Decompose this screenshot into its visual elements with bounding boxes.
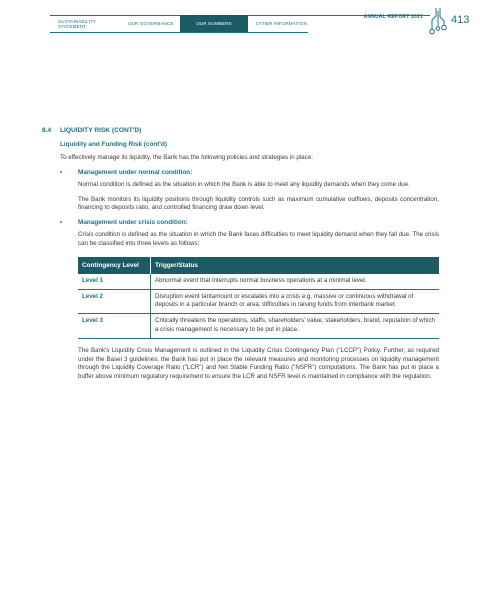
- table-header-row: [78, 257, 439, 274]
- bullet-normal-condition: [60, 169, 439, 176]
- contingency-level-table: [78, 257, 439, 339]
- section-title-text: LIQUIDITY RISK (CONT'D): [60, 127, 142, 134]
- table-cell-trigger: Critically threatens the operations, staffs, shareholders' value, stakeholders, brand, reputation of which a crisis management is necessary to be put in place.: [151, 314, 440, 339]
- section-number: 8.4: [42, 127, 52, 134]
- table-cell-level: Level 3: [78, 314, 151, 339]
- table-cell-level: Level 1: [78, 274, 151, 289]
- crisis-condition-paragraph: Crisis condition is defined as the situation in which the Bank faces difficulties to meet liquidity demand when they fall due. The crisis can be classified into three levels as follows:: [78, 231, 439, 247]
- bullet-heading: Management under crisis condition:: [78, 219, 188, 227]
- section-content: [60, 141, 439, 382]
- tab-our-numbers[interactable]: OUR NUMBERS: [180, 15, 248, 32]
- table-cell-trigger: Disruption event tantamount or escalates into a crisis e.g. massive or continuous withdrawal of deposits in a particular branch or area, difficulties in raising funds from interbank market.: [151, 289, 440, 314]
- table-row: [78, 314, 439, 339]
- bullet-icon: •: [60, 219, 63, 227]
- closing-paragraph: The Bank's Liquidity Crisis Management is outlined in the Liquidity Crisis Contingency Plan ("LCCP") Policy. Further, as required under the Basel 3 guidelines, the Bank has put in place the relevant measures and monitoring processes on liquidity management through the Liquidity Coverage Ratio ("LCR") and Net Stable Funding Ratio ("NSFR") computations. The Bank has put in place a buffer above minimum regulatory requirement to ensure the LCR and NSFR level is maintained in compliance with the regulation.: [78, 346, 439, 381]
- page-header: [0, 0, 480, 40]
- section-title: [42, 127, 442, 134]
- tab-other-information[interactable]: OTHER INFORMATION: [256, 21, 307, 26]
- normal-condition-paragraph: The Bank monitors its liquidity positions through liquidity controls such as maximum cumulative outflows, deposits concentration, financing to deposits ratio, and controlled financing draw down level.: [78, 195, 439, 212]
- tab-sustainability-statement[interactable]: SUSTAINABILITY STATEMENT: [58, 18, 96, 29]
- bullet-icon: •: [60, 168, 63, 176]
- section-nav: [50, 15, 308, 32]
- bullet-heading: Management under normal condition:: [78, 168, 193, 176]
- table-row: [78, 289, 439, 314]
- tab-our-governance[interactable]: OUR GOVERNANCE: [128, 21, 174, 26]
- table-row: [78, 274, 439, 289]
- header-rule-bottom: [50, 32, 308, 33]
- table-cell-level: Level 2: [78, 289, 151, 314]
- section-subtitle: Liquidity and Funding Risk (cont'd): [60, 141, 167, 148]
- circuit-emblem-icon: [427, 7, 451, 37]
- liquidity-risk-section: [42, 127, 442, 382]
- page-number: 413: [451, 14, 470, 26]
- intro-paragraph: To effectively manage its liquidity, the Bank has the following policies and strategies in place:: [60, 154, 313, 161]
- bullet-crisis-condition: [60, 219, 439, 226]
- report-label: ANNUAL REPORT 2021: [363, 13, 423, 20]
- normal-condition-paragraph: Normal condition is defined as the situation in which the Bank is able to meet any liquidity demands when they come due.: [78, 180, 410, 188]
- column-header: Trigger/Status: [151, 257, 440, 274]
- column-header: Contingency Level: [78, 257, 151, 274]
- table-cell-trigger: Abnormal event that interrupts normal business operations at a minimal level.: [151, 274, 440, 289]
